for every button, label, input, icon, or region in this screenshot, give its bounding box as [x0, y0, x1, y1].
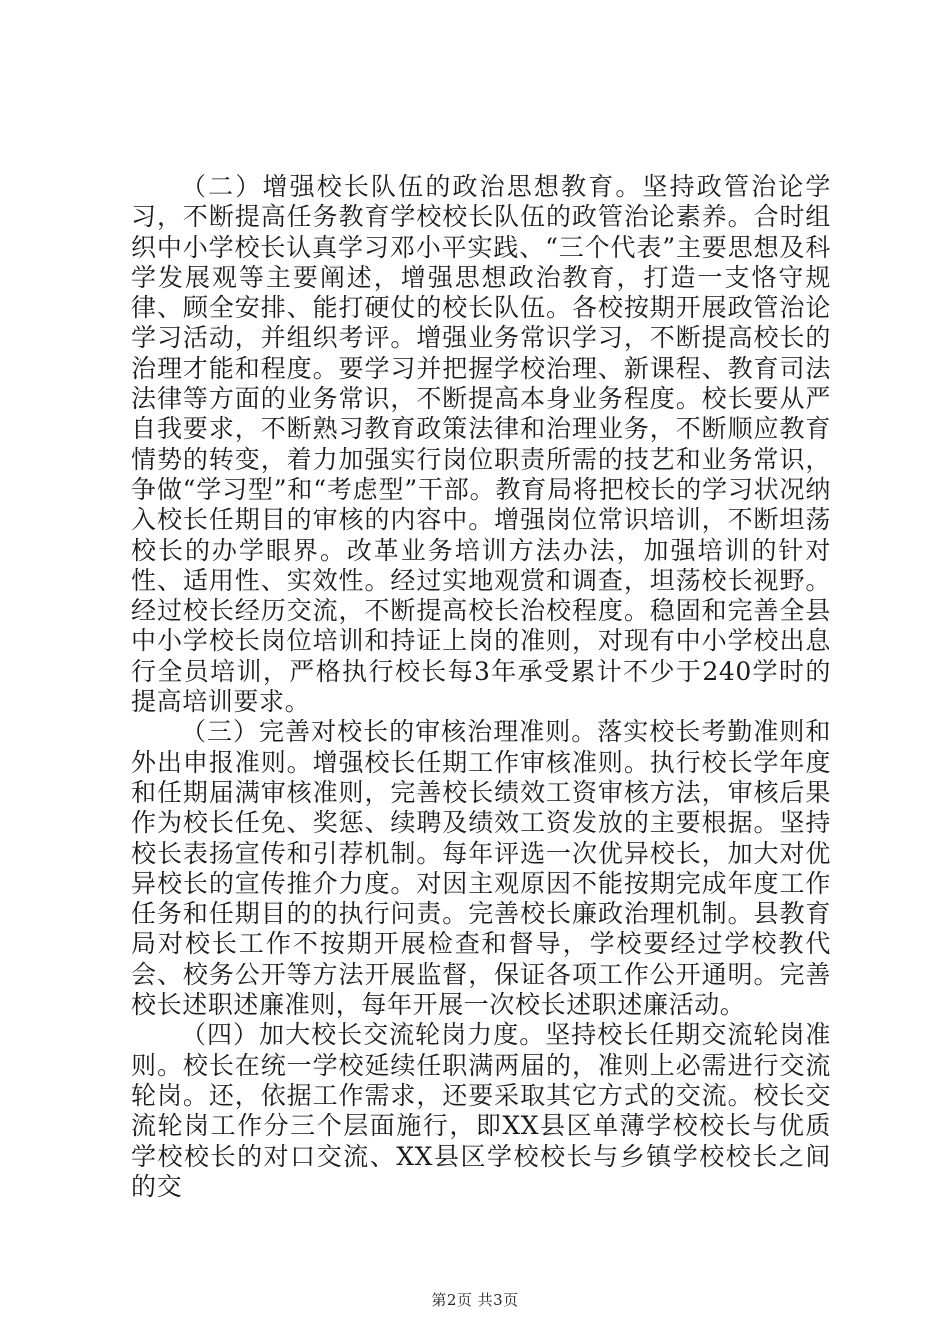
paragraph-section-four: （四）加大校长交流轮岗力度。坚持校长任期交流轮岗准则。校长在统一学校延续任职满两届的，准则上必需进行交流轮岗。还，依据工作需求，还要采取其它方式的交流。校长交流轮岗工作分三个层面施行，即XX县区单薄学校校长与优质学校校长的对口交流、XX县区学校校长与乡镇学校校长之间的交	[131, 1020, 831, 1201]
paragraph-section-two: （二）增强校长队伍的政治思想教育。坚持政管治论学习，不断提高任务教育学校校长队伍的政管治论素养。合时组织中小学校长认真学习邓小平实践、“三个代表”主要思想及科学发展观等主要阐述，增强思想政治教育，打造一支恪守规律、顾全安排、能打硬仗的校长队伍。各校按期开展政管治论学习活动，并组织考评。增强业务常识学习，不断提高校长的治理才能和程度。要学习并把握学校治理、新课程、教育司法法律等方面的业务常识，不断提高本身业务程度。校长要从严自我要求，不断熟习教育政策法律和治理业务，不断顺应教育情势的转变，着力加强实行岗位职责所需的技艺和业务常识，争做“学习型”和“考虑型”干部。教育局将把校长的学习状况纳入校长任期目的审核的内容中。增强岗位常识培训，不断坦荡校长的办学眼界。改革业务培训方法办法，加强培训的针对性、适用性、实效性。经过实地观赏和调查，坦荡校长视野。经过校长经历交流，不断提高校长治校程度。稳固和完善全县中小学校长岗位培训和持证上岗的准则，对现有中小学校出息行全员培训，严格执行校长每3年承受累计不少于240学时的提高培训要求。	[131, 172, 831, 717]
paragraph-section-three: （三）完善对校长的审核治理准则。落实校长考勤准则和外出申报准则。增强校长任期工作审核准则。执行校长学年度和任期届满审核准则，完善校长绩效工资审核方法，审核后果作为校长任免、奖惩、续聘及绩效工资发放的主要根据。坚持校长表扬宣传和引荐机制。每年评选一次优异校长，加大对优异校长的宣传推介力度。对因主观原因不能按期完成年度工作任务和任期目的的执行问责。完善校长廉政治理机制。县教育局对校长工作不按期开展检查和督导，学校要经过学校教代会、校务公开等方法开展监督，保证各项工作公开通明。完善校长述职述廉准则，每年开展一次校长述职述廉活动。	[131, 717, 831, 1020]
page-number-footer: 第2页 共3页	[431, 1291, 519, 1309]
document-body	[131, 172, 831, 1202]
